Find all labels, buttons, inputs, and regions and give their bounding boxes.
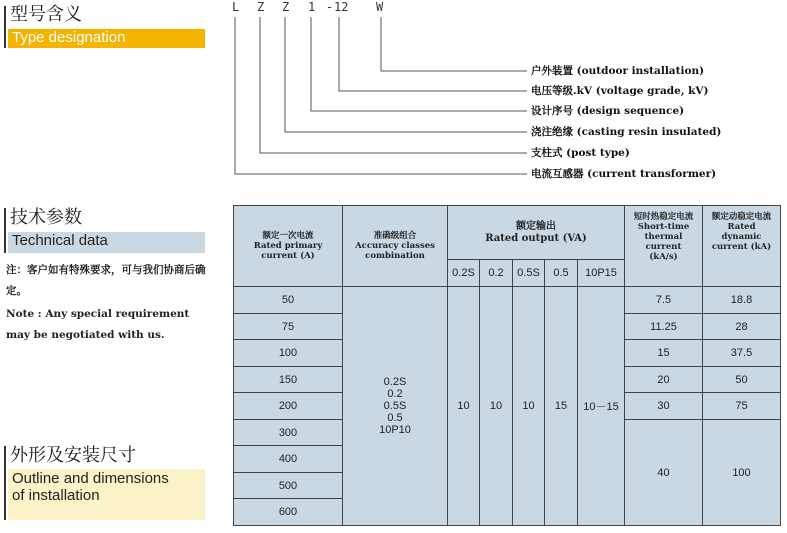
code-letter-z1: Z	[257, 0, 265, 14]
code-letter-w: W	[376, 0, 384, 14]
current-cell: 50	[234, 287, 343, 314]
short-time-cell: 11.25	[625, 314, 703, 340]
code-desc-ct: 电流互感器 (current transformer)	[531, 168, 717, 180]
current-cell: 300	[234, 420, 343, 446]
output-cell: 10－15	[578, 287, 625, 526]
accuracy-value: 0.2	[387, 388, 403, 400]
accuracy-value: 0.2S	[383, 376, 407, 388]
header-output-zh: 额定输出	[516, 220, 556, 232]
current-cell: 75	[234, 314, 343, 340]
outline-en-title	[8, 469, 205, 520]
header-rated-output	[448, 206, 625, 260]
short-time-cell: 30	[625, 393, 703, 420]
output-cell: 15	[545, 287, 578, 526]
output-cell: 10	[480, 287, 513, 526]
technical-data-en-title: Technical data	[8, 232, 205, 253]
short-time-cell: 15	[625, 340, 703, 367]
type-designation-en-title: Type designation	[8, 29, 205, 48]
output-class-cell: 0.2S	[448, 260, 480, 287]
header-short-zh: 短时热稳定电流	[633, 212, 694, 222]
output-cell: 10	[513, 287, 545, 526]
output-class-cell: 0.5S	[513, 260, 545, 287]
code-desc-design: 设计序号 (design sequence)	[531, 105, 685, 117]
current-cell: 100	[234, 340, 343, 367]
header-accuracy	[343, 206, 448, 287]
note-en: Note : Any special requirement may be negotiated with us.	[6, 308, 190, 341]
header-dynamic-zh: 额定动稳定电流	[711, 212, 772, 222]
output-class-cell: 10P15	[578, 260, 625, 287]
current-cell: 200	[234, 393, 343, 420]
outline-en-line2: of installation	[12, 487, 100, 504]
code-desc-outdoor: 户外装置 (outdoor installation)	[531, 65, 705, 77]
accuracy-value: 0.5S	[383, 400, 407, 412]
technical-data-table	[233, 205, 781, 526]
dynamic-cell: 28	[703, 314, 781, 340]
code-voltage: 12	[334, 0, 349, 14]
code-desc-voltage: 电压等级.kV (voltage grade, kV)	[531, 85, 709, 97]
accuracy-value: 0.5	[387, 412, 403, 424]
accuracy-value: 10P10	[379, 424, 411, 436]
type-designation-zh-title: 型号含义	[10, 4, 82, 25]
outline-zh-title: 外形及安装尺寸	[10, 445, 136, 466]
current-cell: 400	[234, 446, 343, 473]
dynamic-cell: 37.5	[703, 340, 781, 367]
code-dash: -	[326, 0, 334, 14]
current-cell: 150	[234, 367, 343, 393]
code-letter-z2: Z	[282, 0, 290, 14]
dynamic-cell: 18.8	[703, 287, 781, 314]
header-dynamic	[703, 206, 781, 287]
dynamic-cell: 50	[703, 367, 781, 393]
code-digit-1: 1	[308, 0, 316, 14]
code-desc-post: 支柱式 (post type)	[531, 147, 630, 159]
outline-en-line1: Outline and dimensions	[12, 470, 169, 487]
header-accuracy-zh: 准确级组合	[373, 231, 417, 241]
section-bar	[4, 446, 6, 520]
technical-data-zh-title: 技术参数	[10, 207, 82, 228]
note-zh: 注：客户如有特殊要求，可与我们协商后确定。	[6, 264, 206, 297]
header-primary-zh: 额定一次电流	[262, 231, 314, 241]
section-bar	[4, 208, 6, 253]
header-primary-en: Rated primary current (A)	[253, 241, 323, 261]
accuracy-cell	[343, 287, 448, 526]
short-time-cell: 7.5	[625, 287, 703, 314]
header-short-time	[625, 206, 703, 287]
output-class-cell: 0.5	[545, 260, 578, 287]
current-cell: 600	[234, 499, 343, 526]
short-time-cell: 20	[625, 367, 703, 393]
header-short-en: Short-time thermal current (kA/s)	[637, 222, 690, 262]
output-class-cell: 0.2	[480, 260, 513, 287]
header-primary-current	[234, 206, 343, 287]
code-desc-resin: 浇注绝缘 (casting resin insulated)	[531, 126, 722, 138]
short-time-cell: 40	[625, 420, 703, 526]
output-cell: 10	[448, 287, 480, 526]
current-cell: 500	[234, 473, 343, 499]
dynamic-cell: 75	[703, 393, 781, 420]
header-accuracy-en: Accuracy classes combination	[355, 241, 435, 261]
dynamic-cell: 100	[703, 420, 781, 526]
header-dynamic-en: Rated dynamic current (kA)	[711, 222, 772, 252]
header-output-en: Rated output (VA)	[485, 232, 587, 244]
code-letter-l: L	[232, 0, 240, 14]
